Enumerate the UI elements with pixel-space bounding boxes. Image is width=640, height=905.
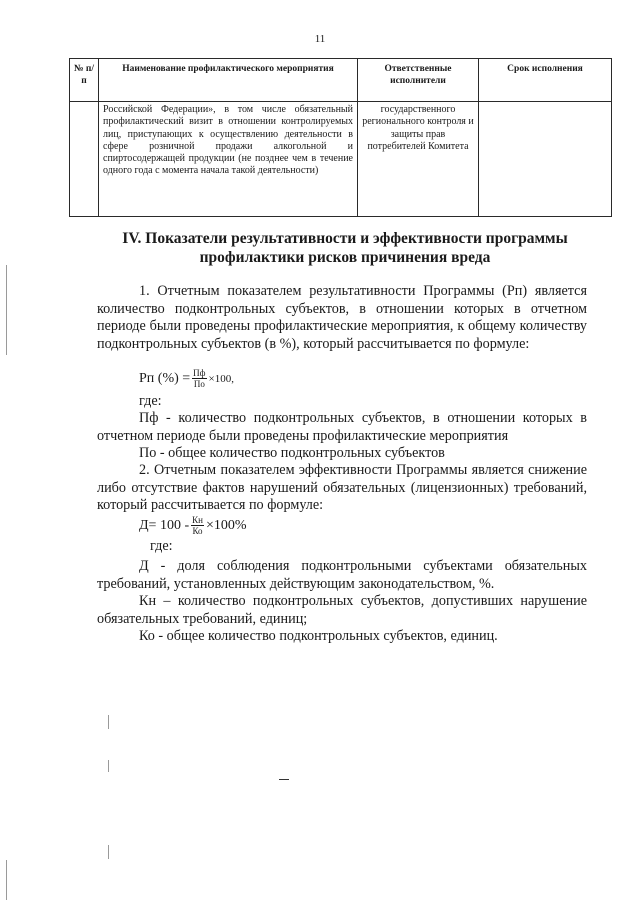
where-label-1: где: xyxy=(139,393,162,409)
cell-activity: Российской Федерации», в том числе обязательный профилактический визит в отношении контролируемых лиц, приступающих к осуществлению деятельности в сфере розничной продажи алкогольной и спиртосодержащей продукции (не позднее чем в течение одного года с момента начала такой деятельности) xyxy=(99,102,358,217)
scan-edge-mark xyxy=(6,860,7,900)
header-executors: Ответственные исполнители xyxy=(358,59,479,102)
section-title: IV. Показатели результативности и эффективности программы профилактики рисков причинения вреда xyxy=(122,230,568,266)
formula-compliance xyxy=(139,515,247,536)
scan-edge-mark xyxy=(6,265,7,355)
definition-po: По - общее количество подконтрольных субъектов xyxy=(139,445,445,461)
cell-number xyxy=(70,102,99,217)
table-row xyxy=(70,102,612,217)
formula-compliance-denominator: Ко xyxy=(192,526,203,536)
paragraph-2: 2. Отчетным показателем эффективности Программы является снижение либо отсутствие фактов нарушений обязательных (лицензионных) требований, который рассчитывается по формуле: xyxy=(97,462,587,513)
formula-compliance-lhs: Д= 100 - xyxy=(139,517,190,533)
header-deadline: Срок исполнения xyxy=(479,59,612,102)
definition-ko: Ко - общее количество подконтрольных субъектов, единиц. xyxy=(139,628,498,644)
page-number: 11 xyxy=(314,33,326,45)
cell-deadline xyxy=(479,102,612,217)
scan-edge-mark xyxy=(108,760,109,772)
scan-edge-mark xyxy=(108,715,109,729)
definition-d: Д - доля соблюдения подконтрольными субъектами обязательных требований, установленных действующим законодательством, %. xyxy=(97,558,587,592)
formula-result xyxy=(139,368,234,389)
header-number: № п/п xyxy=(70,59,99,102)
cell-executors: государственного регионального контроля и защиты прав потребителей Комитета xyxy=(358,102,479,217)
formula-result-denominator: По xyxy=(193,379,205,389)
formula-result-fraction xyxy=(192,368,206,389)
table-header-row xyxy=(70,59,612,102)
formula-compliance-fraction xyxy=(191,515,204,536)
activity-table xyxy=(69,58,612,217)
scan-edge-mark xyxy=(108,845,109,859)
formula-compliance-rhs: ×100% xyxy=(205,517,247,533)
paragraph-1: 1. Отчетным показателем результативности Программы (Рп) является количество подконтрольных субъектов, в отношении которых в отчетном периоде были проведены профилактические мероприятия, к общему количеству подконтрольных субъектов (в %), который рассчитывается по формуле: xyxy=(97,283,587,352)
formula-result-rhs: ×100, xyxy=(208,372,234,385)
header-activity: Наименование профилактического мероприятия xyxy=(99,59,358,102)
formula-compliance-numerator: Кн xyxy=(192,515,203,525)
where-label-2: где: xyxy=(150,538,173,554)
definition-kn: Кн – количество подконтрольных субъектов, допустивших нарушение обязательных требований, единиц; xyxy=(97,593,587,627)
formula-result-lhs: Рп (%) = xyxy=(139,370,191,386)
formula-result-numerator: Пф xyxy=(193,368,206,378)
stray-dash-mark xyxy=(279,779,289,780)
definition-pf: Пф - количество подконтрольных субъектов, в отношении которых в отчетном периоде были проведены профилактические мероприятия xyxy=(97,410,587,444)
